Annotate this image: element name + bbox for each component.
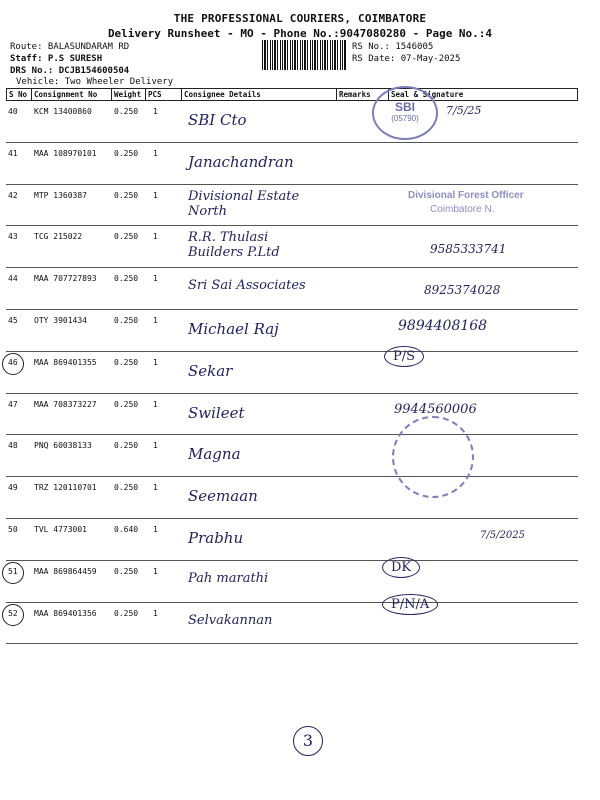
sbi-signature-date: 7/5/25 bbox=[446, 104, 482, 117]
phone-44: 8925374028 bbox=[424, 283, 501, 297]
runsheet-subtitle: Delivery Runsheet - MO - Phone No.:9047080280 - Page No.:4 bbox=[107, 27, 493, 40]
row-consignment: MAA 708373227 bbox=[34, 399, 97, 409]
row-consignee: Magna bbox=[188, 445, 241, 464]
row-consignment: MAA 869864459 bbox=[34, 566, 97, 576]
row-consignment: MAA 869401355 bbox=[34, 357, 97, 367]
row-consignee: SBI Cto bbox=[188, 111, 247, 129]
row-consignment: MTP 1360387 bbox=[34, 190, 87, 200]
div-office-stamp-line2: Coimbatore N. bbox=[430, 204, 495, 215]
row-consignee: Pah marathi bbox=[188, 570, 269, 586]
rs-no-label: RS No.: 1546005 bbox=[352, 42, 434, 52]
row-sno: 49 bbox=[8, 483, 18, 493]
table-row bbox=[6, 310, 578, 352]
col-pcs: PCS bbox=[146, 89, 182, 100]
col-weight: Weight bbox=[112, 89, 146, 100]
table-row bbox=[6, 143, 578, 185]
row-consignee: Janachandran bbox=[188, 152, 294, 171]
table-row bbox=[6, 435, 578, 477]
row-pcs: 1 bbox=[153, 357, 158, 367]
phone-47: 9944560006 bbox=[394, 402, 477, 417]
company-title: THE PROFESSIONAL COURIERS, COIMBATORE bbox=[173, 12, 427, 25]
row-consignment: PNQ 60038133 bbox=[34, 441, 92, 451]
row-weight: 0.250 bbox=[114, 608, 139, 618]
col-consignee: Consignee Details bbox=[182, 89, 337, 100]
table-row bbox=[6, 477, 578, 519]
mark-52: P/N/A bbox=[382, 594, 438, 615]
row-weight: 0.640 bbox=[114, 524, 139, 534]
row-consignee: Sri Sai Associates bbox=[188, 278, 306, 294]
table-row bbox=[6, 603, 578, 645]
sbi-stamp-label: SBI bbox=[394, 100, 415, 114]
row-consignment: MAA 869401356 bbox=[34, 608, 97, 618]
row-pcs: 1 bbox=[153, 232, 158, 242]
staff-label: Staff: P.S SURESH bbox=[10, 54, 103, 64]
route-label: Route: BALASUNDARAM RD bbox=[10, 42, 130, 52]
row-pcs: 1 bbox=[153, 274, 158, 284]
row-sno: 42 bbox=[8, 190, 18, 200]
table-row bbox=[6, 352, 578, 394]
row-weight: 0.250 bbox=[114, 566, 139, 576]
row-sno: 46 bbox=[8, 357, 18, 367]
row-weight: 0.250 bbox=[114, 148, 139, 158]
vehicle-label: Vehicle: Two Wheeler Delivery bbox=[16, 77, 174, 87]
rs-date-label: RS Date: 07-May-2025 bbox=[352, 54, 461, 64]
div-office-stamp: Divisional Forest Officer bbox=[408, 190, 524, 201]
row-consignee: Prabhu bbox=[188, 528, 244, 547]
drs-label: DRS No.: DCJB154600504 bbox=[10, 66, 130, 76]
col-consignment: Consignment No bbox=[32, 89, 112, 100]
row-sno: 41 bbox=[8, 148, 18, 158]
row-pcs: 1 bbox=[153, 441, 158, 451]
date-50: 7/5/2025 bbox=[480, 530, 525, 541]
row-sno: 50 bbox=[8, 524, 18, 534]
row-pcs: 1 bbox=[153, 608, 158, 618]
row-consignee: Sekar bbox=[188, 361, 233, 380]
col-remarks: Remarks bbox=[337, 89, 389, 100]
row-consignment: OTY 3901434 bbox=[34, 315, 87, 325]
col-sno: S No bbox=[6, 89, 32, 100]
row-weight: 0.250 bbox=[114, 232, 139, 242]
row-weight: 0.250 bbox=[114, 441, 139, 451]
row-pcs: 1 bbox=[153, 315, 158, 325]
row-sno: 48 bbox=[8, 441, 18, 451]
row-consignment: MAA 707727893 bbox=[34, 274, 97, 284]
barcode-image bbox=[262, 40, 346, 70]
row-consignee: Michael Raj bbox=[188, 319, 279, 338]
page-circle-mark: 3 bbox=[293, 726, 323, 756]
row-pcs: 1 bbox=[153, 524, 158, 534]
row-pcs: 1 bbox=[153, 399, 158, 409]
table-header bbox=[6, 88, 578, 101]
row-consignee: Selvakannan bbox=[188, 612, 273, 628]
row-consignment: KCM 13400860 bbox=[34, 107, 92, 116]
row-consignee: Swileet bbox=[188, 403, 245, 422]
row-sno: 43 bbox=[8, 232, 18, 242]
table-row bbox=[6, 394, 578, 436]
row-consignment: TVL 4773001 bbox=[34, 524, 87, 534]
row-sno: 44 bbox=[8, 274, 18, 284]
row-weight: 0.250 bbox=[114, 357, 139, 367]
row-sno: 45 bbox=[8, 315, 18, 325]
row-consignee: R.R. Thulasi Builders P.Ltd bbox=[188, 230, 280, 261]
row-pcs: 1 bbox=[153, 148, 158, 158]
row-consignment: TCG 215022 bbox=[34, 232, 83, 242]
mark-46: P/S bbox=[384, 346, 424, 367]
sbi-stamp bbox=[372, 86, 438, 140]
row-weight: 0.250 bbox=[114, 483, 139, 493]
row-weight: 0.250 bbox=[114, 274, 139, 284]
company-round-stamp bbox=[392, 416, 474, 498]
sbi-stamp-code: (05790) bbox=[391, 114, 419, 123]
row-consignee: Seemaan bbox=[188, 487, 258, 506]
table-row bbox=[6, 561, 578, 603]
row-consignment: MAA 108970101 bbox=[34, 148, 97, 158]
row-weight: 0.250 bbox=[114, 399, 139, 409]
row-pcs: 1 bbox=[153, 483, 158, 493]
row-consignee: Divisional Estate North bbox=[188, 188, 300, 219]
mark-51: DK bbox=[382, 557, 420, 578]
row-pcs: 1 bbox=[153, 566, 158, 576]
row-weight: 0.250 bbox=[114, 107, 139, 116]
phone-43: 9585333741 bbox=[430, 242, 507, 256]
row-pcs: 1 bbox=[153, 107, 158, 116]
row-sno: 52 bbox=[8, 608, 18, 618]
row-weight: 0.250 bbox=[114, 315, 139, 325]
row-weight: 0.250 bbox=[114, 190, 139, 200]
row-consignment: TRZ 120110701 bbox=[34, 483, 97, 493]
table-row bbox=[6, 101, 578, 143]
col-signature: Seal & Signature bbox=[389, 89, 578, 100]
row-sno: 40 bbox=[8, 107, 18, 116]
phone-45: 9894408168 bbox=[398, 318, 488, 334]
row-sno: 51 bbox=[8, 566, 18, 576]
row-pcs: 1 bbox=[153, 190, 158, 200]
row-sno: 47 bbox=[8, 399, 18, 409]
runsheet-table bbox=[6, 88, 578, 644]
